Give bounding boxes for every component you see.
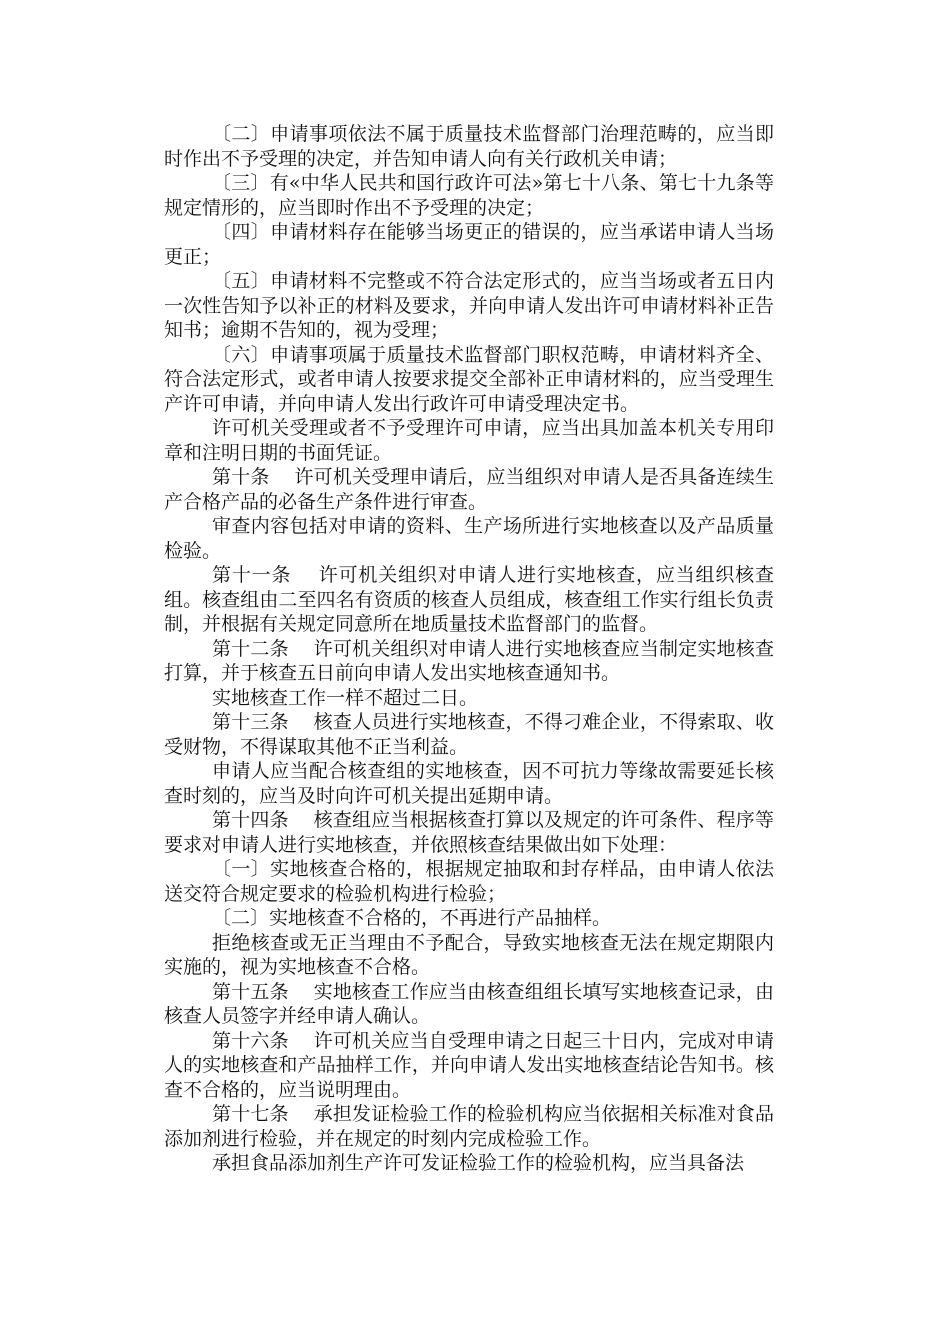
- paragraph-item-2-unqualified: 〔二〕实地核查不合格的，不再进行产品抽样。: [212, 907, 612, 929]
- paragraph-article-17: 第十七条 承担发证检验工作的检验机构应当依据相关标准对食品添加剂进行检验，并在规定的时刻内完成检验工作。: [164, 1103, 774, 1150]
- document-body: [164, 122, 774, 1176]
- paragraph-item-6-acceptance: 〔六〕申请事项属于质量技术监督部门职权范畴，申请材料齐全、符合法定形式，或者申请人按要求提交全部补正申请材料的，应当受理生产许可申请，并向申请人发出行政许可申请受理决定书。: [164, 343, 774, 415]
- paragraph-refusal: 拒绝核查或无正当理由不予配合，导致实地核查无法在规定期限内实施的，视为实地核查不合格。: [164, 931, 774, 978]
- paragraph-item-1-qualified: 〔一〕实地核查合格的，根据规定抽取和封存样品，由申请人依法送交符合规定要求的检验机构进行检验；: [164, 858, 774, 905]
- paragraph-certificate: 许可机关受理或者不予受理许可申请，应当出具加盖本机关专用印章和注明日期的书面凭证。: [164, 417, 774, 464]
- paragraph-article-13: 第十三条 核查人员进行实地核查，不得刁难企业，不得索取、收受财物，不得谋取其他不正当利益。: [164, 711, 774, 758]
- paragraph-article-10: 第十条 许可机关受理申请后，应当组织对申请人是否具备连续生产合格产品的必备生产条件进行审查。: [164, 466, 774, 513]
- paragraph-item-4-correction: 〔四〕申请材料存在能够当场更正的错误的，应当承诺申请人当场更正；: [164, 221, 774, 268]
- paragraph-item-3-rejection-law: 〔三〕有«中华人民共和国行政许可法»第七十八条、第七十九条等规定情形的，应当即时作出不予受理的决定；: [164, 172, 774, 219]
- paragraph-inspection-duration: 实地核查工作一样不超过二日。: [212, 686, 479, 709]
- paragraph-article-12: 第十二条 许可机关组织对申请人进行实地核查应当制定实地核查打算，并于核查五日前向申请人发出实地核查通知书。: [164, 637, 774, 684]
- paragraph-article-14: 第十四条 核查组应当根据核查打算以及规定的许可条件、程序等要求对申请人进行实地核查，并依照核查结果做出如下处理：: [164, 809, 774, 856]
- paragraph-review-content: 审查内容包括对申请的资料、生产场所进行实地核查以及产品质量检验。: [164, 515, 774, 562]
- paragraph-article-11: 第十一条 许可机关组织对申请人进行实地核查，应当组织核查组。核查组由二至四名有资质的核查人员组成，核查组工作实行组长负责制，并根据有关规定同意所在地质量技术监督部门的监督。: [164, 564, 774, 635]
- paragraph-testing-agency: 承担食品添加剂生产许可发证检验工作的检验机构，应当具备法: [212, 1152, 745, 1174]
- paragraph-item-5-incomplete: 〔五〕申请材料不完整或不符合法定形式的，应当当场或者五日内一次性告知予以补正的材料及要求，并向申请人发出许可申请材料补正告知书；逾期不告知的，视为受理；: [164, 270, 774, 341]
- paragraph-article-16: 第十六条 许可机关应当自受理申请之日起三十日内，完成对申请人的实地核查和产品抽样工作，并向申请人发出实地核查结论告知书。核查不合格的，应当说明理由。: [164, 1029, 774, 1101]
- paragraph-item-2-rejection-jurisdiction: 〔二〕申请事项依法不属于质量技术监督部门治理范畴的，应当即时作出不予受理的决定，并告知申请人向有关行政机关申请；: [164, 123, 774, 170]
- paragraph-article-15: 第十五条 实地核查工作应当由核查组组长填写实地核查记录，由核查人员签字并经申请人确认。: [164, 980, 774, 1027]
- paragraph-cooperation: 申请人应当配合核查组的实地核查，因不可抗力等缘故需要延长核查时刻的，应当及时向许可机关提出延期申请。: [164, 760, 774, 807]
